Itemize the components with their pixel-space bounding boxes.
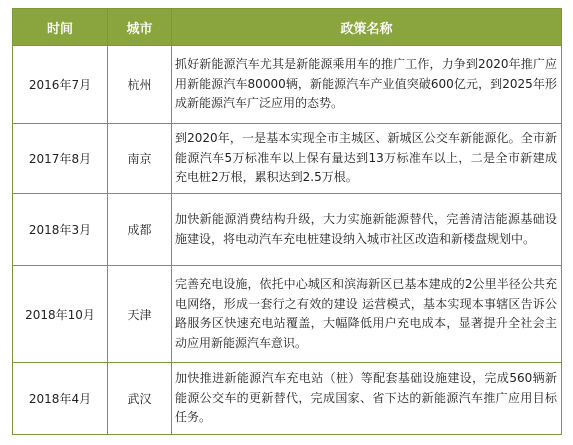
header-time: 时间 — [13, 9, 108, 46]
row-city: 杭州 — [108, 46, 172, 124]
header-city: 城市 — [108, 9, 172, 46]
table-row — [13, 266, 562, 363]
row-date: 2018年4月 — [13, 363, 108, 435]
row-policy: 完善充电设施，依托中心城区和滨海新区已基本建成的2公里半径公共充电网络，形成一套行之有效的建设 运营模式，基本实现本事辖区告诉公路服务区快速充电站覆盖，大幅降低用户充电成本，显著提升全社会主动应用新能源汽车意识。 — [172, 266, 562, 363]
row-date: 2018年10月 — [13, 266, 108, 363]
row-city: 武汉 — [108, 363, 172, 435]
row-date: 2016年7月 — [13, 46, 108, 124]
row-date: 2017年8月 — [13, 124, 108, 194]
row-date: 2018年3月 — [13, 194, 108, 266]
row-city: 天津 — [108, 266, 172, 363]
policy-table-container — [12, 8, 562, 435]
row-policy: 到2020年，一是基本实现全市主城区、新城区公交车新能源化。全市新能源汽车5万标准车以上保有量达到13万标准车以上，二是全市新建成充电桩2万根，累积达到2.5万根。 — [172, 124, 562, 194]
row-policy: 加快新能源消费结构升级，大力实施新能源替代，完善清洁能源基础设施建设，将电动汽车充电桩建设纳入城市社区改造和新楼盘规划中。 — [172, 194, 562, 266]
row-policy: 抓好新能源汽车尤其是新能源乘用车的推广工作，力争到2020年推广应用新能源汽车80000辆，新能源汽车产业值突破600亿元，到2025年形成新能源汽车广泛应用的态势。 — [172, 46, 562, 124]
row-city: 南京 — [108, 124, 172, 194]
table-row — [13, 46, 562, 124]
header-policy: 政策名称 — [172, 9, 562, 46]
table-row — [13, 194, 562, 266]
row-policy: 加快推进新能源汽车充电站（桩）等配套基础设施建设，完成560辆新能源公交车的更新替代，完成国家、省下达的新能源汽车推广应用目标任务。 — [172, 363, 562, 435]
table-row — [13, 124, 562, 194]
policy-table — [12, 8, 562, 435]
table-row — [13, 363, 562, 435]
table-header-row — [13, 9, 562, 46]
row-city: 成都 — [108, 194, 172, 266]
